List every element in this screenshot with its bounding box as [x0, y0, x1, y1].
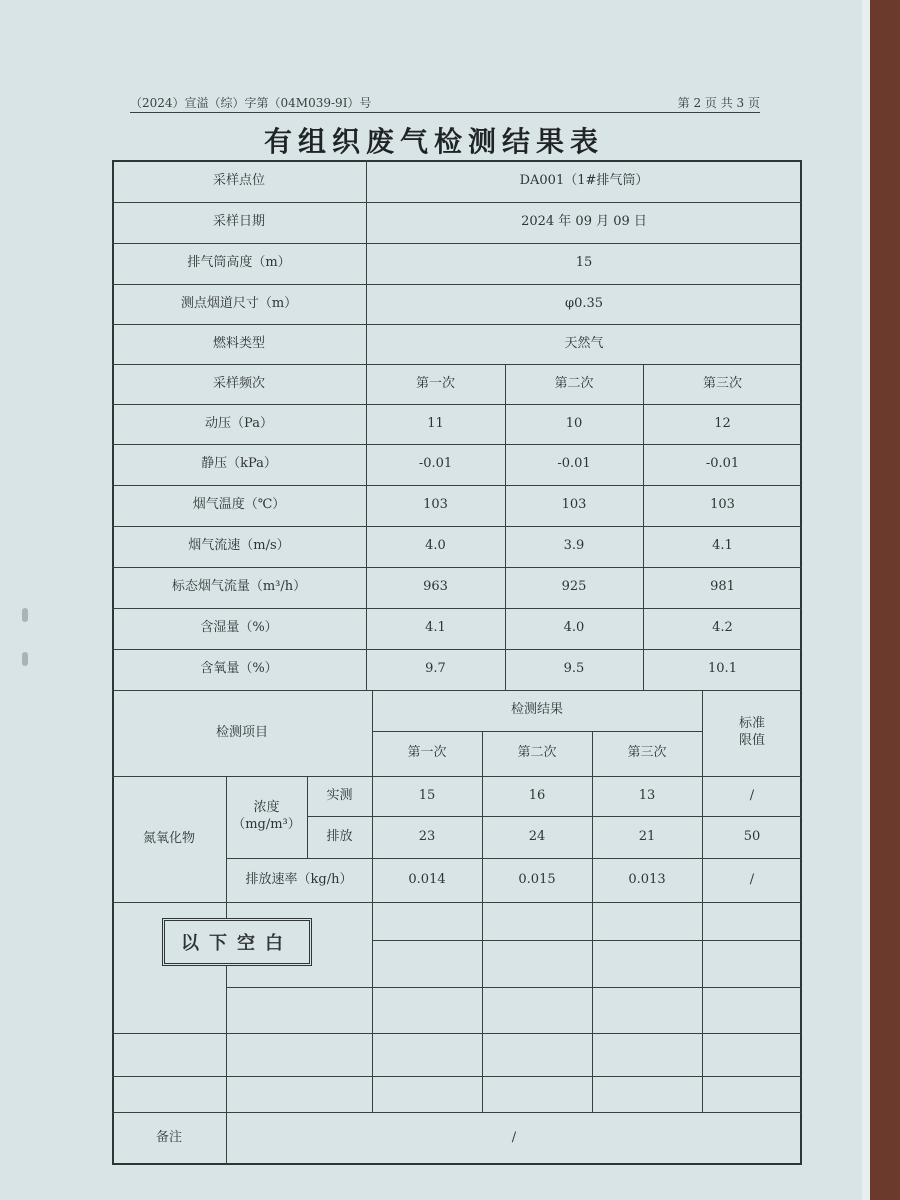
- paper-edge: [862, 0, 870, 1200]
- blank-below-stamp: 以下空白: [162, 918, 312, 966]
- page-title: 有组织废气检测结果表: [263, 125, 604, 158]
- emission-rate-value: 0.013: [628, 871, 666, 887]
- param-value: 4.1: [425, 620, 446, 636]
- param-value: 103: [710, 497, 735, 513]
- row-divider: [112, 902, 802, 903]
- emission-rate-label: 排放速率（kg/h）: [245, 871, 353, 887]
- param-value: 4.0: [425, 538, 446, 554]
- duct-size-label: 测点烟道尺寸（m）: [180, 295, 298, 311]
- param-value: 12: [714, 415, 731, 431]
- discharge-value: 23: [418, 828, 436, 844]
- param-value: 4.2: [712, 620, 733, 636]
- standard-limit-line2: 限值: [738, 733, 765, 748]
- param-label: 含氧量（%）: [200, 661, 278, 677]
- remark-value: /: [511, 1130, 517, 1146]
- concentration-label-line1: 浓度: [253, 800, 280, 816]
- binding-hole: [22, 608, 28, 622]
- param-value: 9.7: [425, 661, 446, 677]
- concentration-label-line2: （mg/m³）: [232, 817, 301, 832]
- param-value: 963: [423, 579, 448, 595]
- discharge-value: 21: [638, 828, 656, 844]
- page-info: 第 2 页 共 3 页: [677, 96, 760, 110]
- param-value: 4.1: [712, 538, 733, 554]
- param-label: 烟气温度（℃）: [192, 497, 286, 513]
- emission-rate-value: 0.015: [518, 871, 556, 887]
- measured-value: 15: [418, 787, 436, 803]
- row-divider: [112, 1076, 802, 1077]
- param-value: 9.5: [563, 661, 585, 677]
- discharge-limit: 50: [743, 828, 761, 844]
- concentration-label: [226, 776, 307, 858]
- standard-limit-line1: 标准: [738, 716, 765, 732]
- param-value: 3.9: [563, 538, 585, 554]
- frequency-2: 第二次: [554, 375, 594, 391]
- pollutant-name: 氮氧化物: [142, 830, 195, 846]
- param-value: -0.01: [418, 456, 453, 472]
- fuel-type-label: 燃料类型: [212, 335, 265, 351]
- measured-value: 13: [638, 787, 656, 803]
- sampling-point-label: 采样点位: [212, 172, 265, 188]
- param-label: 烟气流速（m/s）: [188, 538, 290, 554]
- result-time-1: 第一次: [407, 745, 447, 761]
- binding-hole: [22, 652, 28, 666]
- param-label: 含湿量（%）: [200, 620, 278, 636]
- sampling-frequency-label: 采样频次: [212, 375, 265, 391]
- param-value: 4.0: [563, 620, 585, 636]
- document-number: （2024）宣溢（综）字第（04M039-9I）号: [130, 96, 372, 110]
- stack-height-value: 15: [575, 255, 593, 271]
- discharge-value: 24: [528, 828, 546, 844]
- measured-value: 16: [528, 787, 546, 803]
- frequency-1: 第一次: [415, 375, 455, 391]
- param-value: 10: [565, 415, 583, 431]
- result-time-3: 第三次: [627, 745, 667, 761]
- emission-rate-limit: /: [749, 871, 755, 887]
- param-label: 静压（kPa）: [201, 456, 277, 472]
- param-value: 925: [561, 579, 587, 595]
- emission-rate-value: 0.014: [408, 871, 446, 887]
- row-divider: [372, 940, 802, 941]
- detection-item-header: 检测项目: [215, 724, 268, 740]
- param-value: 10.1: [708, 661, 737, 677]
- frequency-3: 第三次: [702, 375, 742, 391]
- param-value: 103: [423, 497, 448, 513]
- measured-limit: /: [749, 787, 755, 803]
- sampling-point-value: DA001（1#排气筒）: [519, 172, 649, 188]
- result-time-2: 第二次: [517, 745, 557, 761]
- param-value: 103: [561, 497, 587, 513]
- measured-label: 实测: [326, 787, 353, 803]
- param-value: 981: [710, 579, 735, 595]
- fuel-type-value: 天然气: [564, 335, 604, 351]
- param-label: 标态烟气流量（m³/h）: [171, 579, 307, 595]
- param-label: 动压（Pa）: [205, 415, 273, 431]
- sampling-date-label: 采样日期: [212, 214, 265, 230]
- row-divider: [226, 987, 802, 988]
- discharge-label: 排放: [326, 828, 353, 844]
- duct-size-value: φ0.35: [564, 295, 604, 311]
- param-value: -0.01: [705, 456, 740, 472]
- param-value: -0.01: [557, 456, 591, 472]
- row-divider: [112, 1033, 802, 1034]
- document-header: [130, 94, 760, 113]
- remark-label: 备注: [155, 1130, 182, 1146]
- detection-result-header: 检测结果: [510, 702, 563, 718]
- sampling-date-value: 2024 年 09 月 09 日: [521, 214, 647, 230]
- param-value: 11: [427, 415, 444, 431]
- standard-limit-header: [702, 690, 802, 776]
- stack-height-label: 排气筒高度（m）: [187, 255, 291, 271]
